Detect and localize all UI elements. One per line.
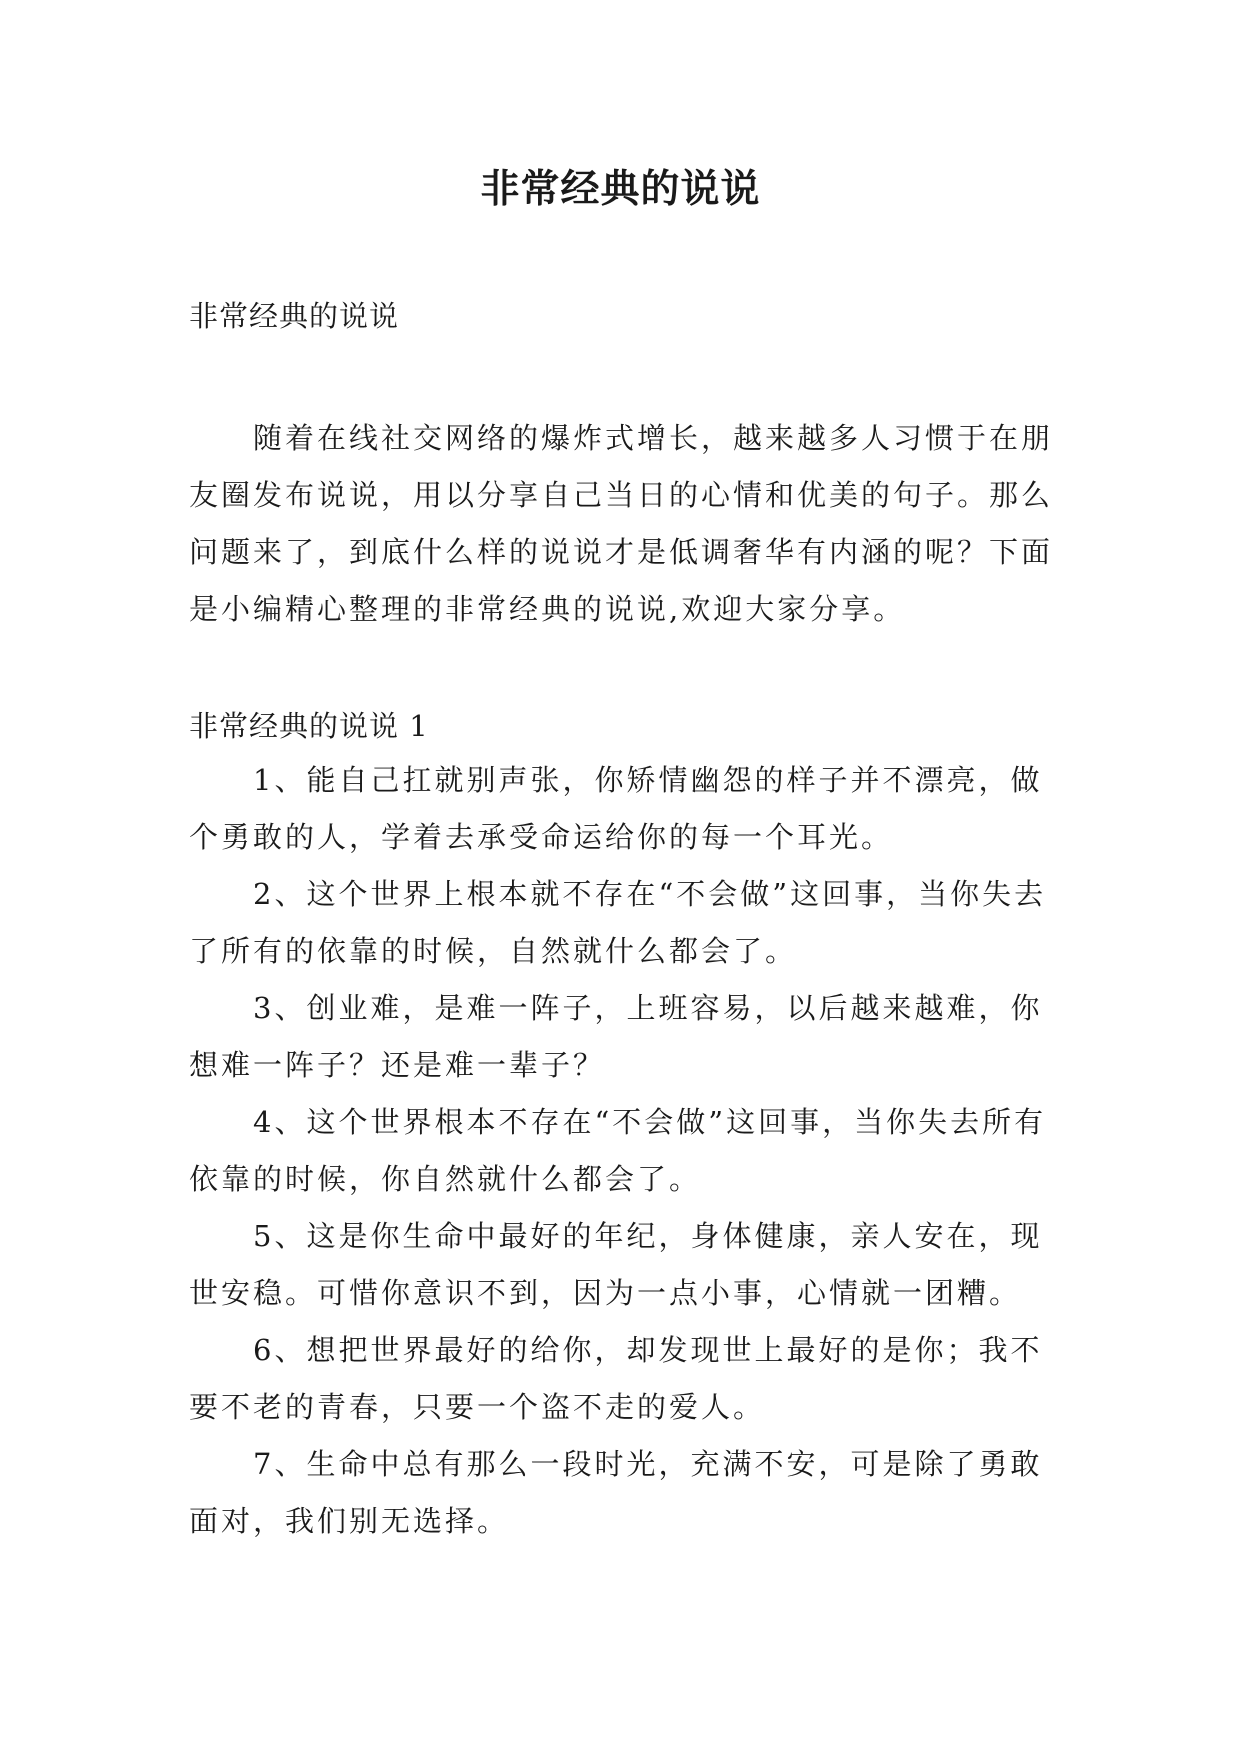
quote-item-7: 7、生命中总有那么一段时光，充满不安，可是除了勇敢面对，我们别无选择。 — [189, 1447, 1043, 1538]
document-title: 非常经典的说说 — [480, 166, 761, 212]
section-title: 非常经典的说说 1 — [189, 709, 429, 743]
quote-item-2: 2、这个世界上根本就不存在“不会做”这回事，当你失去了所有的依靠的时候，自然就什么都会了。 — [189, 877, 1047, 968]
quote-item-6: 6、想把世界最好的给你，却发现世上最好的是你；我不要不老的青春，只要一个盗不走的爱人。 — [189, 1333, 1043, 1424]
quote-list — [189, 752, 1069, 1550]
quote-item-5: 5、这是你生命中最好的年纪，身体健康，亲人安在，现世安稳。可惜你意识不到，因为一点小事，心情就一团糟。 — [189, 1219, 1043, 1310]
quote-item-4: 4、这个世界根本不存在“不会做”这回事，当你失去所有依靠的时候，你自然就什么都会了。 — [189, 1105, 1047, 1196]
document-subtitle: 非常经典的说说 — [189, 299, 400, 333]
intro-paragraph: 随着在线社交网络的爆炸式增长，越来越多人习惯于在朋友圈发布说说，用以分享自己当日的心情和优美的句子。那么问题来了，到底什么样的说说才是低调奢华有内涵的呢？下面是小编精心整理的非常经典的说说,欢迎大家分享。 — [189, 421, 1054, 626]
quote-item-1: 1、能自己扛就别声张，你矫情幽怨的样子并不漂亮，做个勇敢的人，学着去承受命运给你的每一个耳光。 — [189, 763, 1043, 854]
quote-item-3: 3、创业难，是难一阵子，上班容易，以后越来越难，你想难一阵子？还是难一辈子？ — [189, 991, 1043, 1082]
